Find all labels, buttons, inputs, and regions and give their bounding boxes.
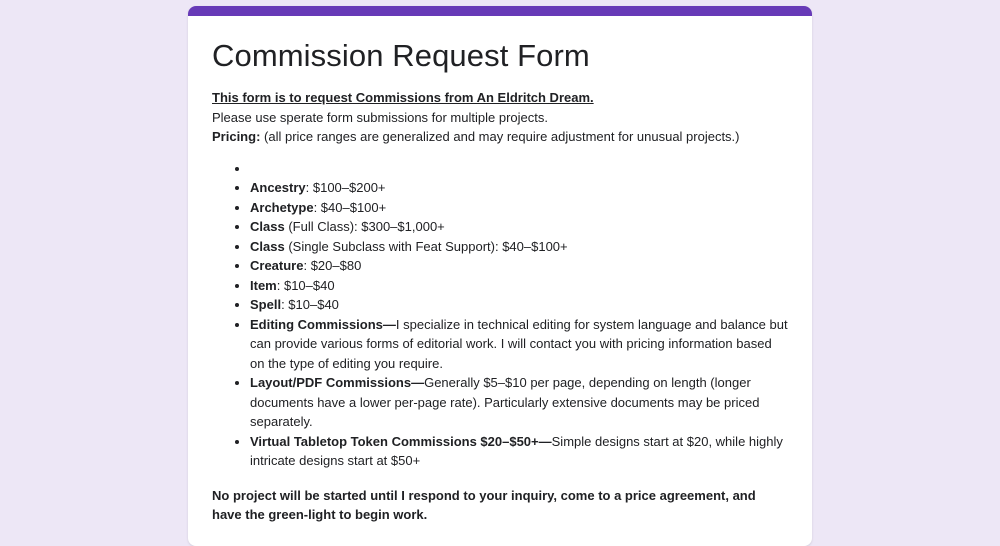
price-item: • Ancestry: $100–$200+ xyxy=(250,178,788,198)
price-item: • Layout/PDF Commissions—Generally $5–$10 per page, depending on length (longer documents have a lower per-page rate). Particularly extensive documents may be priced separately. xyxy=(250,373,788,432)
price-item: • Class (Full Class): $300–$1,000+ xyxy=(250,217,788,237)
form-title: Commission Request Form xyxy=(212,38,590,73)
form-description xyxy=(212,88,788,525)
price-item xyxy=(250,159,788,179)
intro-line: Please use sperate form submissions for multiple projects. xyxy=(212,109,548,125)
pricing-line xyxy=(212,127,788,147)
pricing-note: (all price ranges are generalized and may require adjustment for unusual projects.) xyxy=(264,129,740,144)
price-item: • Item: $10–$40 xyxy=(250,276,788,296)
pricing-label: Pricing: xyxy=(212,129,261,144)
price-list xyxy=(212,159,788,471)
footer-note: No project will be started until I respond to your inquiry, come to a price agreement, and have the green-light to begin work. xyxy=(212,487,756,522)
price-item: • Creature: $20–$80 xyxy=(250,256,788,276)
form-header xyxy=(188,38,812,525)
form-accent-bar xyxy=(188,6,812,16)
price-item: • Editing Commissions—I specialize in technical editing for system language and balance but can provide various forms of editorial work. I will contact you with pricing information based on the type of editing you require. xyxy=(250,315,788,374)
form-card xyxy=(188,6,812,546)
price-item: • Spell: $10–$40 xyxy=(250,295,788,315)
price-item: • Class (Single Subclass with Feat Support): $40–$100+ xyxy=(250,237,788,257)
intro-bold-line: This form is to request Commissions from An Eldritch Dream. xyxy=(212,90,594,105)
price-item: • Virtual Tabletop Token Commissions $20–$50+—Simple designs start at $20, while highly intricate designs start at $50+ xyxy=(250,432,788,471)
price-item: • Archetype: $40–$100+ xyxy=(250,198,788,218)
